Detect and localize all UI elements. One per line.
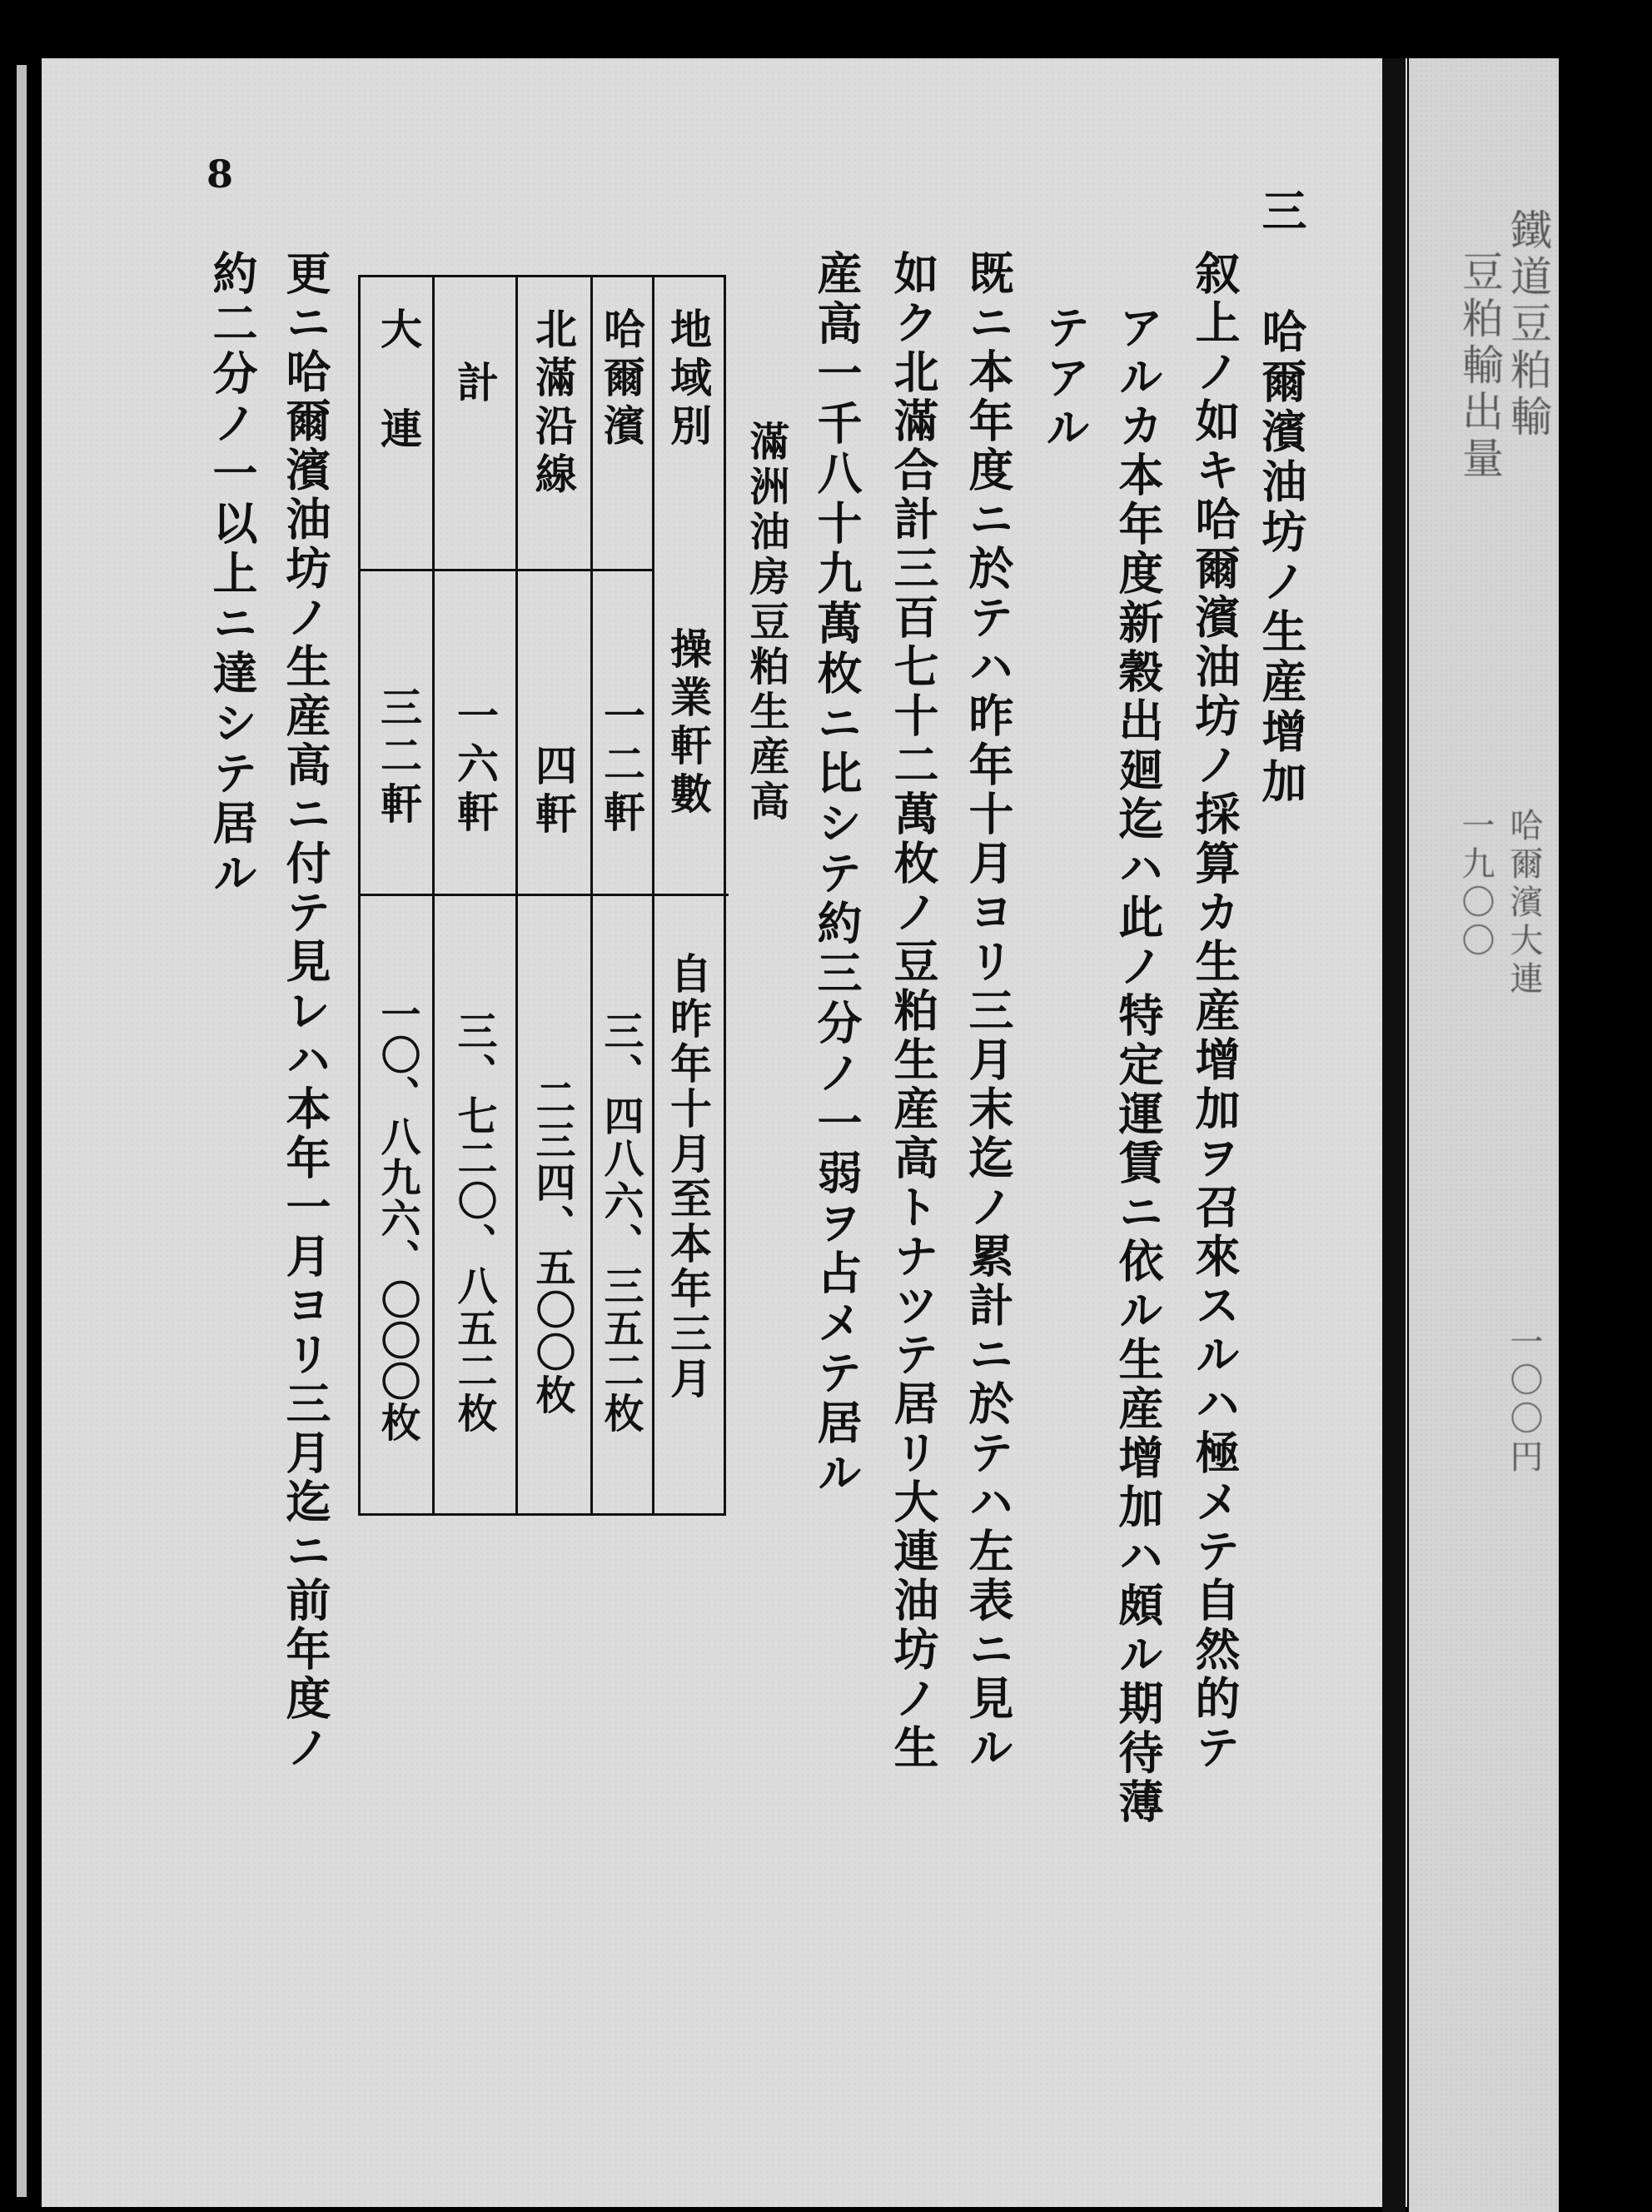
binding-gutter bbox=[1382, 58, 1406, 2212]
section-title: 哈爾濱油坊ノ生産增加 bbox=[1255, 308, 1308, 808]
row-harbin-mills: 一二軒 bbox=[597, 694, 646, 839]
row-total-mills: 一六軒 bbox=[450, 694, 500, 839]
adjacent-page-text-1: 鐵道豆粕輸 bbox=[1504, 208, 1552, 441]
paragraph-2-line-2: 如ク北滿合計三百七十二萬枚ノ豆粕生産高トナツテ居リ大連油坊ノ生 bbox=[887, 250, 940, 1773]
adjacent-page-text-2: 豆粕輸出量 bbox=[1455, 250, 1504, 483]
section-number: 三 bbox=[1255, 187, 1308, 237]
row-dalian-region: 大 連 bbox=[374, 307, 423, 457]
paragraph-1-line-1: 叙上ノ如キ哈爾濱油坊ノ採算カ生産增加ヲ召來スルハ極メテ自然的テ bbox=[1188, 250, 1241, 1773]
table-rule bbox=[361, 569, 652, 571]
paragraph-2-line-3: 産高一千八十九萬枚ニ比シテ約三分ノ一弱ヲ占メテ居ル bbox=[810, 250, 863, 1499]
row-dalian-mills: 三二軒 bbox=[374, 685, 423, 830]
paragraph-1-line-2: アルカ本年度新穀出廻迄ハ此ノ特定運賃ニ依ル生産增加ハ頗ル期待薄 bbox=[1112, 304, 1165, 1827]
row-harbin-region: 哈爾濱 bbox=[597, 307, 646, 452]
header-mills: 操業軒數 bbox=[664, 627, 713, 820]
adjacent-page-text-4: 一九〇〇 bbox=[1456, 808, 1495, 961]
page-edge-shadow bbox=[17, 65, 27, 2197]
row-north-mills: 四軒 bbox=[529, 744, 578, 840]
row-harbin-production: 三、四八六、三五二枚 bbox=[597, 1010, 644, 1435]
adjacent-page bbox=[1409, 58, 1559, 2212]
paragraph-1-line-3: テアル bbox=[1038, 304, 1092, 454]
scan-border bbox=[1559, 58, 1652, 2212]
adjacent-page-text-3: 哈爾濱大連 bbox=[1505, 808, 1543, 999]
table-rule bbox=[361, 894, 729, 896]
paragraph-2-line-1: 既ニ本年度ニ於テハ昨年十月ヨリ三月末迄ノ累計ニ於テハ左表ニ見ル bbox=[962, 250, 1015, 1773]
row-dalian-production: 一〇、八九六、〇〇〇枚 bbox=[374, 994, 420, 1442]
paragraph-3-line-2: 約二分ノ一以上ニ達シテ居ル bbox=[206, 250, 259, 899]
row-total-region: 計 bbox=[450, 361, 500, 409]
row-total-production: 三、七二〇、八五二枚 bbox=[450, 1010, 497, 1435]
header-production: 自昨年十月至本年三月 bbox=[664, 952, 713, 1402]
header-region: 地域別 bbox=[664, 307, 713, 452]
table-title: 滿洲油房豆粕生産高 bbox=[743, 421, 789, 825]
row-north-region: 北滿沿線 bbox=[529, 307, 578, 501]
adjacent-page-text-5: 一〇〇円 bbox=[1505, 1324, 1543, 1477]
paragraph-3-line-1: 更ニ哈爾濱油坊ノ生産高ニ付テ見レハ本年一月ヨリ三月迄ニ前年度ノ bbox=[279, 250, 332, 1773]
row-north-production: 二三四、五〇〇枚 bbox=[529, 1077, 575, 1417]
page-number: 8 bbox=[206, 152, 234, 197]
production-table bbox=[358, 275, 726, 1516]
